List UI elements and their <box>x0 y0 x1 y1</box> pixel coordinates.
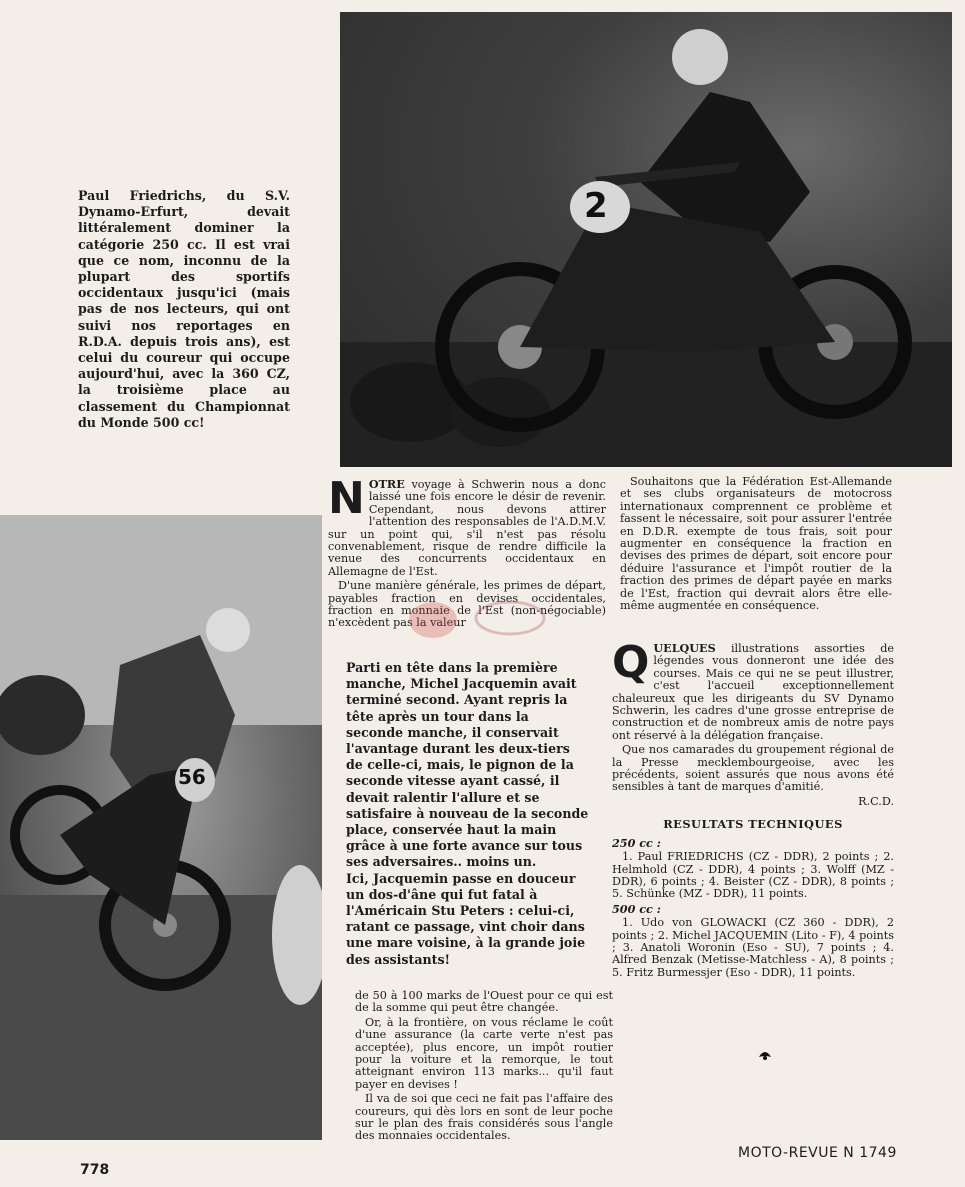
lead-word: OTRE <box>368 477 405 491</box>
magazine-issue: MOTO-REVUE N 1749 <box>738 1145 897 1161</box>
dropcap-q: Q <box>612 637 650 688</box>
article-column-d <box>355 990 613 1145</box>
end-of-article-icon <box>757 1047 773 1063</box>
article-paragraph: Que nos camarades du groupement régional de la Presse mecklembourgeoise, avec les précédents, soient assurés que nous avons été sensibles à tant de marques d'amitié. <box>612 743 894 794</box>
results-category-250: 250 cc : <box>612 835 661 850</box>
article-paragraph <box>328 473 606 578</box>
library-stamp-watermark <box>395 598 555 640</box>
article-paragraph <box>612 637 894 742</box>
article-paragraph: D'une manière générale, les primes de départ, payables fraction en devises occidentales, fraction en monnaie de l'Est (non-négociable) n'excèdent pas la valeur <box>328 579 606 630</box>
caption-text: Parti en tête dans la première manche, Michel Jacquemin avait terminé second. Ayant repris la tête après un tour dans la seconde manche, il conservait l'avantage durant les deux-tiers de celle-ci, mais, le pignon de la seconde vitesse ayant cassé, il devait ralentir l'allure et se satisfaire à nouveau de la seconde place, conservée haut la main grâce à une forte avance sur tous ses adversaires.. moins un. <box>346 660 589 870</box>
results-500: 1. Udo von GLOWACKI (CZ 360 - DDR), 2 points ; 2. Michel JACQUEMIN (Lito - F), 4 points ; 3. Anatoli Woronin (Eso - SU), 7 points ; 4. Alfred Benzak (Metisse-Matchless - A), 8 points ; 5. Fritz Burmessjer (Eso - DDR), 11 points. <box>612 916 894 979</box>
caption-friedrichs: Paul Friedrichs, du S.V. Dynamo-Erfurt, devait littéralement dominer la catégorie 250 cc. Il est vrai que ce nom, inconnu de la plupart des sportifs occidentaux jusqu'ici (mais pas de nos lecteurs, qui ont suivi nos reportages en R.D.A. depuis trois ans), est celui du coureur qui occupe aujourd'hui, avec la 360 CZ, la troisième place au classement du Championnat du Monde 500 cc! <box>78 188 290 430</box>
article-paragraph: de 50 à 100 marks de l'Ouest pour ce qui est de la somme qui peut être changée. <box>355 989 613 1015</box>
article-paragraph: Or, à la frontière, on vous réclame le coût d'une assurance (la carte verte n'est pas acceptée), plus encore, un impôt routier pour la voiture et la remorque, le tout atteignant environ 113 marks... qu'il faut payer en devises ! <box>355 1015 613 1091</box>
photo-motocross-rider-56 <box>0 515 322 1140</box>
number-plate-bottom: 56 <box>178 765 206 789</box>
paragraph-text: illustrations assorties de légendes vous donneront une idée des courses. Mais ce qui ne se peut illustrer, c'est l'accueil exceptionnellement chaleureux que les dirigeants du SV Dynamo Schwerin, les cadres d'une grosse entreprise de construction et de nombreux amis de notre pays ont réservé à la délégation française. <box>612 642 894 742</box>
caption-text: Ici, Jacquemin passe en douceur un dos-d'âne qui fut fatal à l'Américain Stu Peters : celui-ci, ratant ce passage, vint choir dans une mare voisine, à la grande joie des assistants! <box>346 870 586 967</box>
article-column-b <box>620 476 892 614</box>
article-column-c <box>612 637 894 981</box>
lead-word: UELQUES <box>653 641 716 655</box>
article-paragraph: Souhaitons que la Fédération Est-Allemande et ses clubs organisateurs de motocross internationaux comprennent ce problème et fassent le nécessaire, soit pour assurer l'entrée en D.D.R. exempte de tous frais, soit pour augmenter en conséquence la fraction en devises des primes de départ, soit encore pour déduire l'assurance et l'impôt routier de la fraction des primes de départ payée en marks de l'Est, fraction qui devrait alors être elle-même augmentée en conséquence. <box>620 475 892 613</box>
article-paragraph: Il va de soi que ceci ne fait pas l'affaire des coureurs, qui dès lors en sont de leur poche sur le plan des frais considérés sous l'angle des monnaies occidentales. <box>355 1092 613 1143</box>
results-250: 1. Paul FRIEDRICHS (CZ - DDR), 2 points ; 2. Helmhold (CZ - DDR), 4 points ; 3. Wolff (MZ - DDR), 6 points ; 4. Beister (CZ - DDR), 8 points ; 5. Schünke (MZ - DDR), 11 points. <box>612 850 894 901</box>
photo-motocross-rider-2 <box>340 12 952 467</box>
results-title: RESULTATS TECHNIQUES <box>663 817 843 832</box>
author-signature: R.C.D. <box>858 794 894 808</box>
results-category-500: 500 cc : <box>612 901 661 916</box>
caption-jacquemin <box>346 660 590 968</box>
paragraph-text: voyage à Schwerin nous a donc laissé une fois encore le désir de revenir. Cependant, nous devons attirer l'attention des responsables de l'A.D.M.V. sur un point qui, s'il n'est pas résolu convenablement, risque de rendre difficile la venue des concurrents occidentaux en Allemagne de l'Est. <box>328 478 606 578</box>
number-plate-top: 2 <box>584 186 608 226</box>
page-number: 778 <box>80 1162 110 1178</box>
dropcap-n: N <box>328 473 365 524</box>
